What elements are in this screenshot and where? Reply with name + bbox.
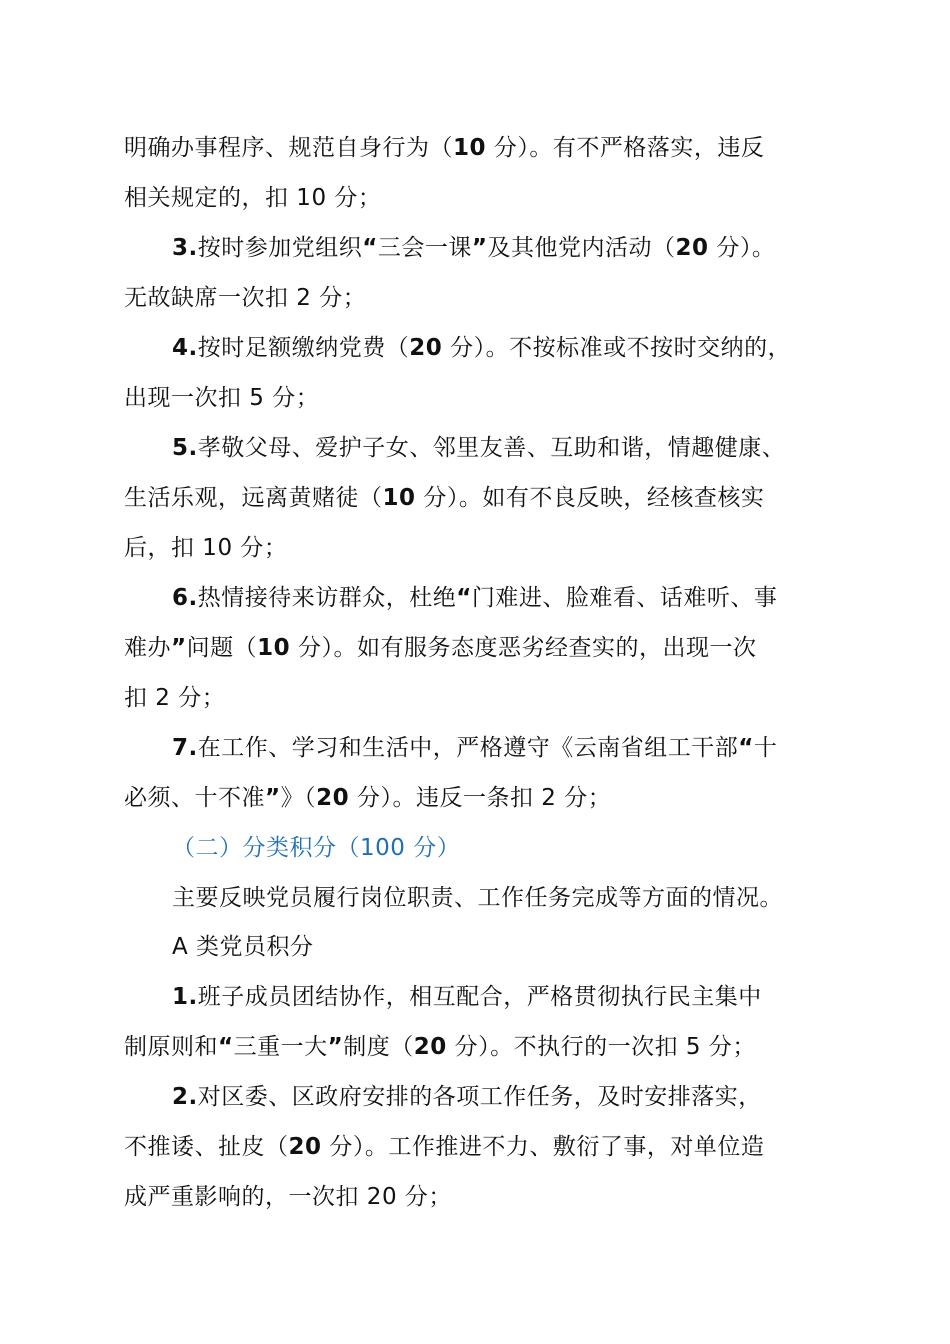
text-line [172, 883, 783, 913]
text-segment: 制度（ [343, 1034, 414, 1060]
text-segment: 十 [753, 735, 778, 761]
bold-text: 10 [257, 635, 291, 661]
text-segment: 无故缺席一次扣 2 分； [124, 285, 367, 311]
text-segment: 相关规定的，扣 10 分； [124, 185, 382, 211]
text-segment: A 类党员积分 [172, 934, 314, 960]
text-line [172, 433, 785, 463]
bold-text: 1. [172, 984, 198, 1010]
text-line [172, 733, 777, 763]
text-line [172, 233, 775, 263]
text-segment: 后，扣 10 分； [124, 535, 288, 561]
text-segment: 问题（ [186, 635, 258, 661]
text-segment: 制原则和 [124, 1034, 218, 1060]
text-segment: 分）。 [708, 235, 776, 261]
bold-text: “ [456, 585, 472, 611]
text-line [124, 1182, 452, 1212]
bold-text: 4. [172, 335, 198, 361]
text-segment: 难办 [124, 635, 171, 661]
text-line [124, 533, 287, 563]
text-segment: 》（ [280, 785, 317, 811]
bold-text: ” [171, 635, 187, 661]
bold-text: ” [265, 785, 281, 811]
text-line [124, 683, 225, 713]
text-line [172, 333, 791, 363]
bold-text: 10 [382, 485, 416, 511]
text-segment: 分）。如有不良反映，经核查核实 [415, 485, 765, 511]
text-segment: 班子成员团结协作，相互配合，严格贯彻执行民主集中 [197, 984, 762, 1010]
bold-text: ” [327, 1034, 344, 1060]
bold-text: 20 [675, 235, 709, 261]
text-line [124, 1032, 756, 1062]
text-segment: 按时参加党组织 [197, 235, 363, 261]
bold-text: 6. [172, 585, 198, 611]
bold-text: ” [471, 235, 488, 261]
bold-text: 2. [172, 1084, 198, 1110]
bold-text: 20 [409, 335, 443, 361]
text-segment: 三重一大 [233, 1034, 328, 1060]
text-line [124, 633, 756, 663]
text-segment: 生活乐观，远离黄赌徒（ [124, 485, 383, 511]
bold-text: 20 [413, 1034, 447, 1060]
text-segment: 分）。工作推进不力、敷衍了事，对单位造 [321, 1134, 765, 1160]
text-segment: 孝敬父母、爱护子女、邻里友善、互助和谐，情趣健康、 [197, 435, 786, 461]
text-segment: 按时足额缴纳党费（ [197, 335, 410, 361]
bold-text: “ [362, 235, 378, 261]
text-segment: 明确办事程序、规范自身行为（ [124, 135, 453, 161]
text-segment: 不推诿、扯皮（ [124, 1134, 289, 1160]
text-segment: 出现一次扣 5 分； [124, 385, 320, 411]
section-heading [172, 833, 460, 863]
text-line [124, 1132, 764, 1162]
text-segment: 分）。有不严格落实，违反 [486, 135, 765, 161]
text-segment: 在工作、学习和生活中，严格遵守《云南省组工干部 [197, 735, 739, 761]
bold-text: “ [218, 1034, 234, 1060]
text-line [124, 133, 764, 163]
text-segment: 分）。违反一条扣 2 分； [349, 785, 612, 811]
text-segment: 对区委、区政府安排的各项工作任务，及时安排落实， [197, 1084, 762, 1110]
text-segment: 主要反映党员履行岗位职责、工作任务完成等方面的情况。 [172, 885, 783, 911]
text-segment: （二）分类积分（100 分） [172, 835, 461, 861]
bold-text: 10 [453, 135, 487, 161]
bold-text: 3. [172, 235, 198, 261]
subsection-title [172, 932, 314, 962]
text-segment: 必须、十不准 [124, 785, 265, 811]
text-line [124, 183, 381, 213]
text-segment: 分）。如有服务态度恶劣经查实的，出现一次 [290, 635, 757, 661]
text-segment: 分）。不按标准或不按时交纳的， [442, 335, 792, 361]
text-segment: 热情接待来访群众，杜绝 [197, 585, 457, 611]
text-line [124, 783, 611, 813]
text-line [124, 483, 764, 513]
bold-text: “ [738, 735, 754, 761]
text-line [124, 283, 366, 313]
bold-text: 20 [288, 1134, 322, 1160]
bold-text: 20 [316, 785, 350, 811]
text-line [172, 982, 762, 1012]
text-line [172, 583, 777, 613]
bold-text: 5. [172, 435, 198, 461]
text-segment: 三会一课 [377, 235, 472, 261]
text-segment: 及其他党内活动（ [487, 235, 676, 261]
text-line [172, 1082, 762, 1112]
text-segment: 成严重影响的，一次扣 20 分； [124, 1184, 452, 1210]
text-segment: 门难进、脸难看、话难听、事 [471, 585, 778, 611]
bold-text: 7. [172, 735, 198, 761]
text-line [124, 383, 319, 413]
text-segment: 分）。不执行的一次扣 5 分； [446, 1034, 756, 1060]
text-segment: 扣 2 分； [124, 685, 226, 711]
